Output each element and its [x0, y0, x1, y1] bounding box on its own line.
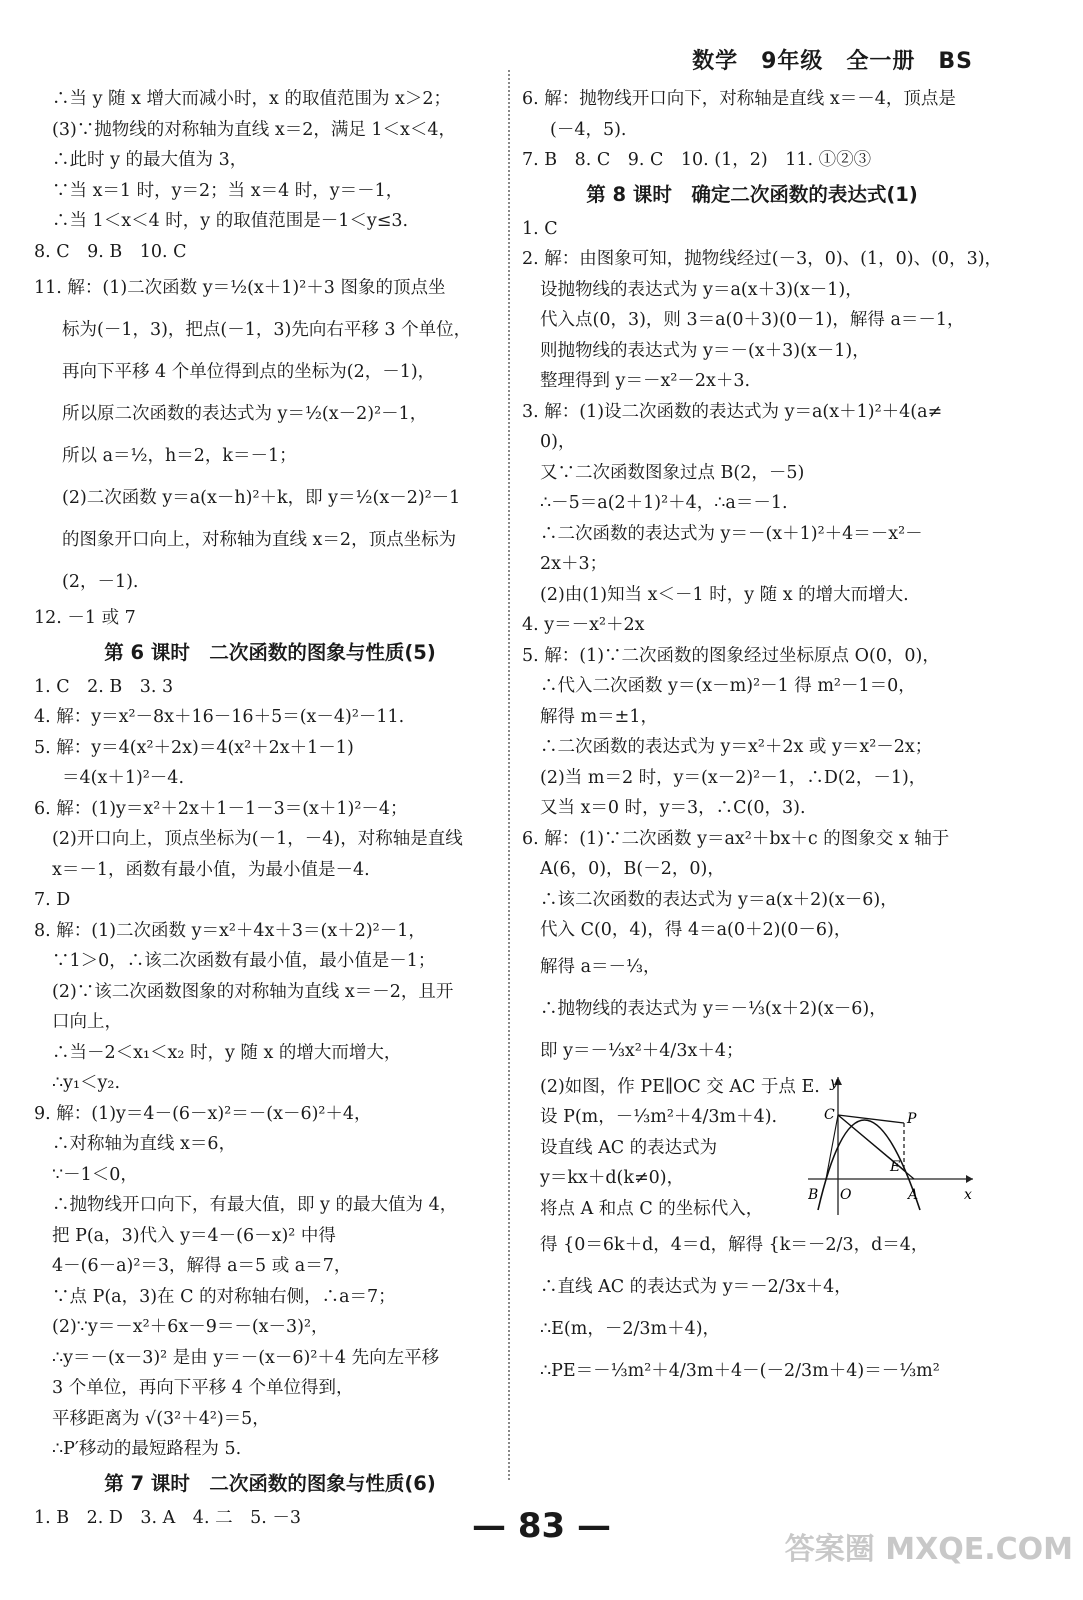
text-line: 所以 a＝½，h＝2，k＝－1；: [62, 446, 297, 466]
text-line: y＝kx＋d(k≠0)，: [540, 1168, 685, 1188]
text-line: 0)，: [540, 432, 576, 452]
text-line: (3)∵抛物线的对称轴为直线 x＝2，满足 1＜x＜4，: [52, 119, 457, 140]
text-line: 解得 a＝－⅓，: [540, 956, 661, 977]
text-line: 整理得到 y＝－x²－2x＋3.: [540, 371, 751, 391]
text-line: (2)如图，作 PE∥OC 交 AC 于点 E.: [540, 1076, 820, 1097]
text-line: 9. 解：(1)y＝4－(6－x)²＝－(x－6)²＋4，: [34, 1103, 372, 1124]
text-line: 6. 解：抛物线开口向下，对称轴是直线 x＝－4，顶点是: [522, 89, 956, 109]
text-line: ∴该二次函数的表达式为 y＝a(x＋2)(x－6)，: [540, 889, 898, 910]
section-title: 第 8 课时 确定二次函数的表达式(1): [586, 182, 918, 206]
text-line: (2)当 m＝2 时，y＝(x－2)²－1，∴D(2，－1)，: [540, 767, 927, 788]
text-line: ∴直线 AC 的表达式为 y＝－2/3x＋4，: [540, 1277, 852, 1297]
text-line: (2)开口向上，顶点坐标为(－1，－4)，对称轴是直线: [52, 829, 463, 849]
text-line: ∴y＝－(x－3)² 是由 y＝－(x－6)²＋4 先向左平移: [52, 1347, 440, 1368]
text-line: 12. －1 或 7: [34, 608, 136, 628]
text-line: 4－(6－a)²＝3，解得 a＝5 或 a＝7，: [52, 1256, 352, 1276]
text-line: 口向上，: [52, 1012, 122, 1032]
text-line: ∵－1＜0，: [52, 1164, 138, 1185]
text-line: x＝－1，函数有最小值，为最小值是－4.: [52, 859, 370, 880]
text-line: 再向下平移 4 个单位得到点的坐标为(2，－1)，: [62, 362, 436, 382]
text-line: ∵点 P(a，3)在 C 的对称轴右侧，∴a＝7；: [52, 1286, 396, 1307]
label-e: E: [890, 1159, 901, 1175]
text-line: ∴此时 y 的最大值为 3，: [52, 150, 248, 170]
label-x: x: [964, 1187, 972, 1203]
text-line: 11. 解：(1)二次函数 y＝½(x＋1)²＋3 图象的顶点坐: [34, 278, 446, 298]
label-y: y: [830, 1075, 838, 1091]
column-divider: [508, 70, 510, 1480]
text-line: 将点 A 和点 C 的坐标代入，: [540, 1198, 764, 1219]
text-line: 6. 解：(1)y＝x²＋2x＋1－1－3＝(x＋1)²－4；: [34, 798, 408, 819]
text-line: 设直线 AC 的表达式为: [540, 1137, 718, 1158]
section-title: 第 6 课时 二次函数的图象与性质(5): [104, 640, 436, 664]
text-line: ∴抛物线开口向下，有最大值，即 y 的最大值为 4，: [52, 1195, 458, 1215]
page-header: 数学 9年级 全一册 BS: [692, 49, 973, 74]
text-line: 8. 解：(1)二次函数 y＝x²＋4x＋3＝(x＋2)²－1，: [34, 920, 426, 941]
text-line: 3 个单位，再向下平移 4 个单位得到，: [52, 1378, 354, 1398]
text-line: 所以原二次函数的表达式为 y＝½(x－2)²－1，: [62, 404, 428, 424]
text-line: 平移距离为 √(3²＋4²)＝5，: [52, 1408, 270, 1429]
text-line: ∴抛物线的表达式为 y＝－⅓(x＋2)(x－6)，: [540, 998, 887, 1019]
text-line: A(6，0)，B(－2，0)，: [540, 859, 725, 879]
text-line: 8. C 9. B 10. C: [34, 241, 187, 262]
text-line: (2)∵y＝－x²＋6x－9＝－(x－3)²，: [52, 1317, 329, 1337]
text-line: 设 P(m，－⅓m²＋4/3m＋4).: [540, 1107, 778, 1127]
text-line: ∴P′移动的最短路程为 5.: [52, 1439, 242, 1459]
left-column: [34, 84, 506, 1533]
text-line: ∴y₁＜y₂.: [52, 1073, 121, 1093]
section-title: 第 7 课时 二次函数的图象与性质(6): [104, 1471, 436, 1495]
text-line: 5. 解：y＝4(x²＋2x)＝4(x²＋2x＋1－1): [34, 737, 354, 758]
page-number: — 83 —: [472, 1506, 611, 1546]
text-line: 即 y＝－⅓x²＋4/3x＋4；: [540, 1040, 744, 1061]
text-line: 1. C 2. B 3. 3: [34, 676, 174, 697]
text-line: ∴代入二次函数 y＝(x－m)²－1 得 m²－1＝0，: [540, 676, 916, 696]
text-line: ∴二次函数的表达式为 y＝－(x＋1)²＋4＝－x²－: [540, 523, 923, 544]
text-line: 标为(－1，3)，把点(－1，3)先向右平移 3 个单位，: [62, 320, 472, 340]
text-line: 解得 m＝±1，: [540, 706, 658, 727]
parabola-figure: [808, 1075, 978, 1215]
text-line: 7. D: [34, 890, 71, 910]
text-line: (2)二次函数 y＝a(x－h)²＋k，即 y＝½(x－2)²－1: [62, 488, 461, 508]
text-line: ∴对称轴为直线 x＝6，: [52, 1134, 237, 1154]
text-line: ∴当 y 随 x 增大而减小时，x 的取值范围为 x＞2；: [52, 89, 452, 109]
text-line: 1. C: [522, 218, 558, 239]
text-line: 2. 解：由图象可知，抛物线经过(－3，0)、(1，0)、(0，3)，: [522, 249, 1003, 269]
text-line: ∴E(m，－2/3m＋4)，: [540, 1319, 721, 1339]
text-line: ∴当－2＜x₁＜x₂ 时，y 随 x 的增大而增大，: [52, 1042, 402, 1063]
text-line: 7. B 8. C 9. C 10. (1，2) 11. ①②③: [522, 150, 872, 170]
text-line: 5. 解：(1)∵二次函数的图象经过坐标原点 O(0，0)，: [522, 645, 940, 666]
text-line: 3. 解：(1)设二次函数的表达式为 y＝a(x＋1)²＋4(a≠: [522, 401, 943, 422]
text-line: 代入点(0，3)，则 3＝a(0＋3)(0－1)，解得 a＝－1，: [540, 310, 965, 330]
text-line: 4. 解：y＝x²－8x＋16－16＋5＝(x－4)²－11.: [34, 707, 405, 727]
text-line: 1. B 2. D 3. A 4. 二 5. －3: [34, 1507, 301, 1528]
line-bc: [826, 1115, 838, 1179]
text-line: ∵当 x＝1 时，y＝2；当 x＝4 时，y＝－1，: [52, 180, 404, 201]
text-line: ∴二次函数的表达式为 y＝x²＋2x 或 y＝x²－2x；: [540, 737, 933, 757]
text-line: 又∵二次函数图象过点 B(2，－5): [540, 462, 805, 483]
label-c: C: [824, 1107, 835, 1123]
text-line: 6. 解：(1)∵二次函数 y＝ax²＋bx＋c 的图象交 x 轴于: [522, 828, 950, 849]
text-line: 设抛物线的表达式为 y＝a(x＋3)(x－1)，: [540, 279, 863, 300]
text-line: ∴－5＝a(2＋1)²＋4，∴a＝－1.: [540, 493, 788, 513]
text-line: ＝4(x＋1)²－4.: [62, 768, 185, 788]
text-line: 2x＋3；: [540, 554, 608, 574]
text-line: (2)由(1)知当 x＜－1 时，y 随 x 的增大而增大.: [540, 584, 909, 605]
text-line: ∴PE＝－⅓m²＋4/3m＋4－(－2/3m＋4)＝－⅓m²: [540, 1361, 940, 1381]
text-line: 又当 x＝0 时，y＝3，∴C(0，3).: [540, 798, 806, 818]
parabola-curve: [818, 1120, 920, 1210]
text-line: 代入 C(0，4)，得 4＝a(0＋2)(0－6)，: [540, 920, 852, 940]
label-a: A: [908, 1187, 919, 1203]
text-line: (2)∵该二次函数图象的对称轴为直线 x＝－2，且开: [52, 981, 454, 1002]
text-line: ∴当 1＜x＜4 时，y 的取值范围是－1＜y≤3.: [52, 211, 409, 231]
label-b: B: [808, 1187, 819, 1203]
watermark-logo: 答案圈 MXQE.COM: [784, 1532, 1073, 1567]
text-line: 的图象开口向上，对称轴为直线 x＝2，顶点坐标为: [62, 530, 457, 550]
text-line: 把 P(a，3)代入 y＝4－(6－x)² 中得: [52, 1225, 336, 1246]
text-line: 4. y＝－x²＋2x: [522, 615, 645, 635]
text-line: 则抛物线的表达式为 y＝－(x＋3)(x－1)，: [540, 340, 870, 361]
label-p: P: [907, 1111, 917, 1127]
text-line: 得 {0＝6k＋d，4＝d，解得 {k＝－2/3，d＝4，: [540, 1235, 929, 1255]
text-line: (2，－1).: [62, 572, 139, 592]
label-o: O: [840, 1187, 852, 1203]
x-axis-arrow: [966, 1175, 973, 1183]
text-line: (－4，5).: [550, 119, 627, 140]
text-line: ∵1＞0，∴该二次函数有最小值，最小值是－1；: [52, 951, 436, 971]
